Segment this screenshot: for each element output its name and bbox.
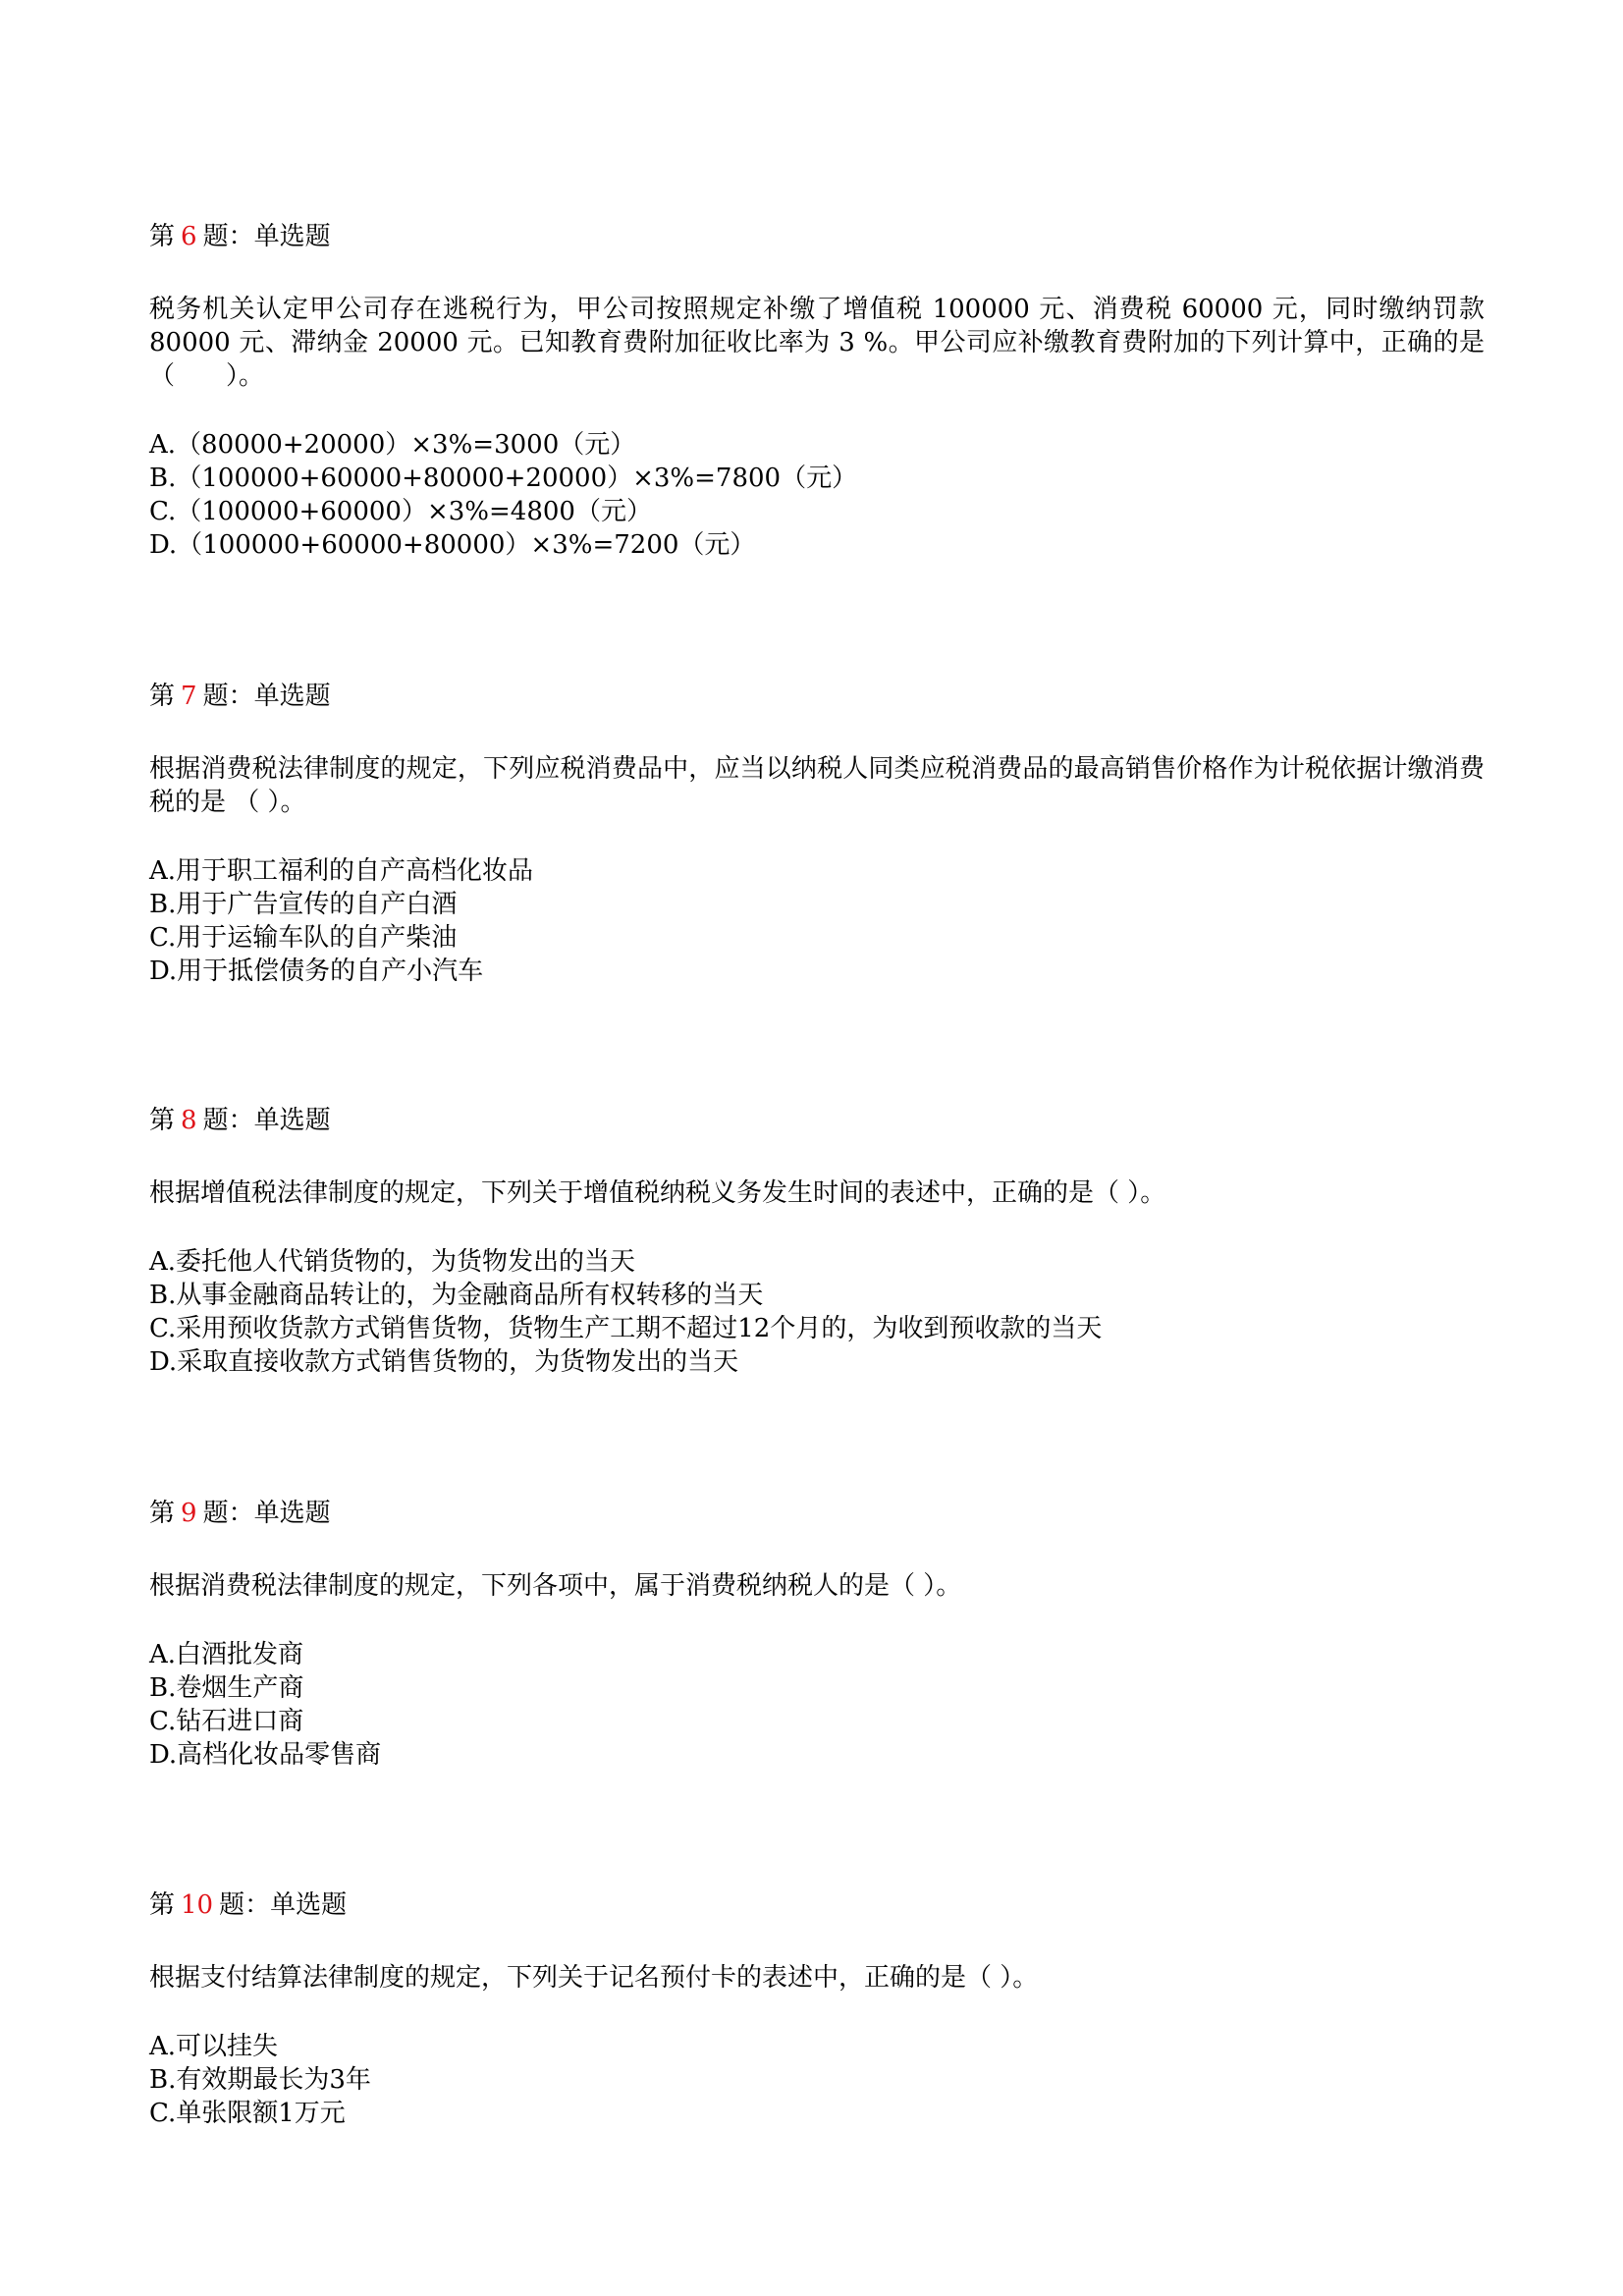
question-block (149, 220, 1485, 562)
option-list (149, 1245, 1485, 1379)
question-prefix: 第 (149, 222, 176, 251)
option-d: D.用于抵偿债务的自产小汽车 (149, 957, 484, 986)
question-header (149, 680, 1485, 713)
question-header (149, 1104, 1485, 1137)
option-b: B.（100000+60000+80000+20000）×3%=7800（元） (149, 464, 858, 493)
option-b: B.卷烟生产商 (149, 1673, 304, 1703)
question-number: 6 (181, 222, 197, 251)
question-header (149, 1497, 1485, 1530)
question-number: 8 (181, 1106, 197, 1135)
question-stem: 根据支付结算法律制度的规定，下列关于记名预付卡的表述中，正确的是（ ）。 (149, 1963, 1039, 1993)
option-c: C.采用预收货款方式销售货物，货物生产工期不超过12个月的，为收到预收款的当天 (149, 1314, 1103, 1343)
option-b: B.有效期最长为3年 (149, 2065, 371, 2095)
option-d: D.（100000+60000+80000）×3%=7200（元） (149, 530, 756, 560)
question-block (149, 680, 1485, 988)
option-list (149, 2030, 1485, 2130)
option-c: C.用于运输车队的自产柴油 (149, 923, 458, 953)
question-stem: 根据消费税法律制度的规定，下列应税消费品中，应当以纳税人同类应税消费品的最高销售价格作为计税依据计缴消费税的是 （ ）。 (149, 754, 1485, 817)
question-stem: 根据增值税法律制度的规定，下列关于增值税纳税义务发生时间的表述中，正确的是（ ）。 (149, 1178, 1166, 1208)
option-c: C.（100000+60000）×3%=4800（元） (149, 497, 652, 526)
question-header (149, 1888, 1485, 1922)
option-list (149, 854, 1485, 988)
question-prefix: 第 (149, 1890, 176, 1920)
question-block (149, 1497, 1485, 1772)
question-number: 7 (181, 682, 197, 711)
option-list (149, 428, 1485, 562)
option-a: A.可以挂失 (149, 2032, 279, 2061)
question-type: 题：单选题 (202, 682, 331, 711)
option-a: A.白酒批发商 (149, 1640, 304, 1669)
question-block (149, 1104, 1485, 1379)
option-b: B.用于广告宣传的自产白酒 (149, 890, 458, 919)
question-stem: 税务机关认定甲公司存在逃税行为，甲公司按照规定补缴了增值税 100000 元、消费税 60000 元，同时缴纳罚款 80000 元、滞纳金 20000 元。已知教育费附加征收比率为 3 %。甲公司应补缴教育费附加的下列计算中，正确的是（ ）。 (149, 295, 1485, 391)
option-d: D.采取直接收款方式销售货物的，为货物发出的当天 (149, 1347, 739, 1377)
option-list (149, 1638, 1485, 1772)
option-c: C.钻石进口商 (149, 1707, 304, 1736)
option-c: C.单张限额1万元 (149, 2099, 346, 2128)
question-number: 10 (181, 1890, 214, 1920)
question-header (149, 220, 1485, 253)
question-number: 9 (181, 1499, 197, 1528)
question-block (149, 1888, 1485, 2130)
option-b: B.从事金融商品转让的，为金融商品所有权转移的当天 (149, 1281, 764, 1310)
question-type: 题：单选题 (202, 1106, 331, 1135)
option-a: A.（80000+20000）×3%=3000（元） (149, 430, 636, 460)
question-prefix: 第 (149, 1106, 176, 1135)
question-prefix: 第 (149, 682, 176, 711)
question-type: 题：单选题 (202, 1499, 331, 1528)
question-type: 题：单选题 (202, 222, 331, 251)
question-type: 题：单选题 (219, 1890, 348, 1920)
option-d: D.高档化妆品零售商 (149, 1740, 382, 1770)
option-a: A.委托他人代销货物的，为货物发出的当天 (149, 1247, 636, 1277)
question-prefix: 第 (149, 1499, 176, 1528)
option-a: A.用于职工福利的自产高档化妆品 (149, 856, 534, 886)
question-stem: 根据消费税法律制度的规定，下列各项中，属于消费税纳税人的是（ ）。 (149, 1571, 962, 1601)
